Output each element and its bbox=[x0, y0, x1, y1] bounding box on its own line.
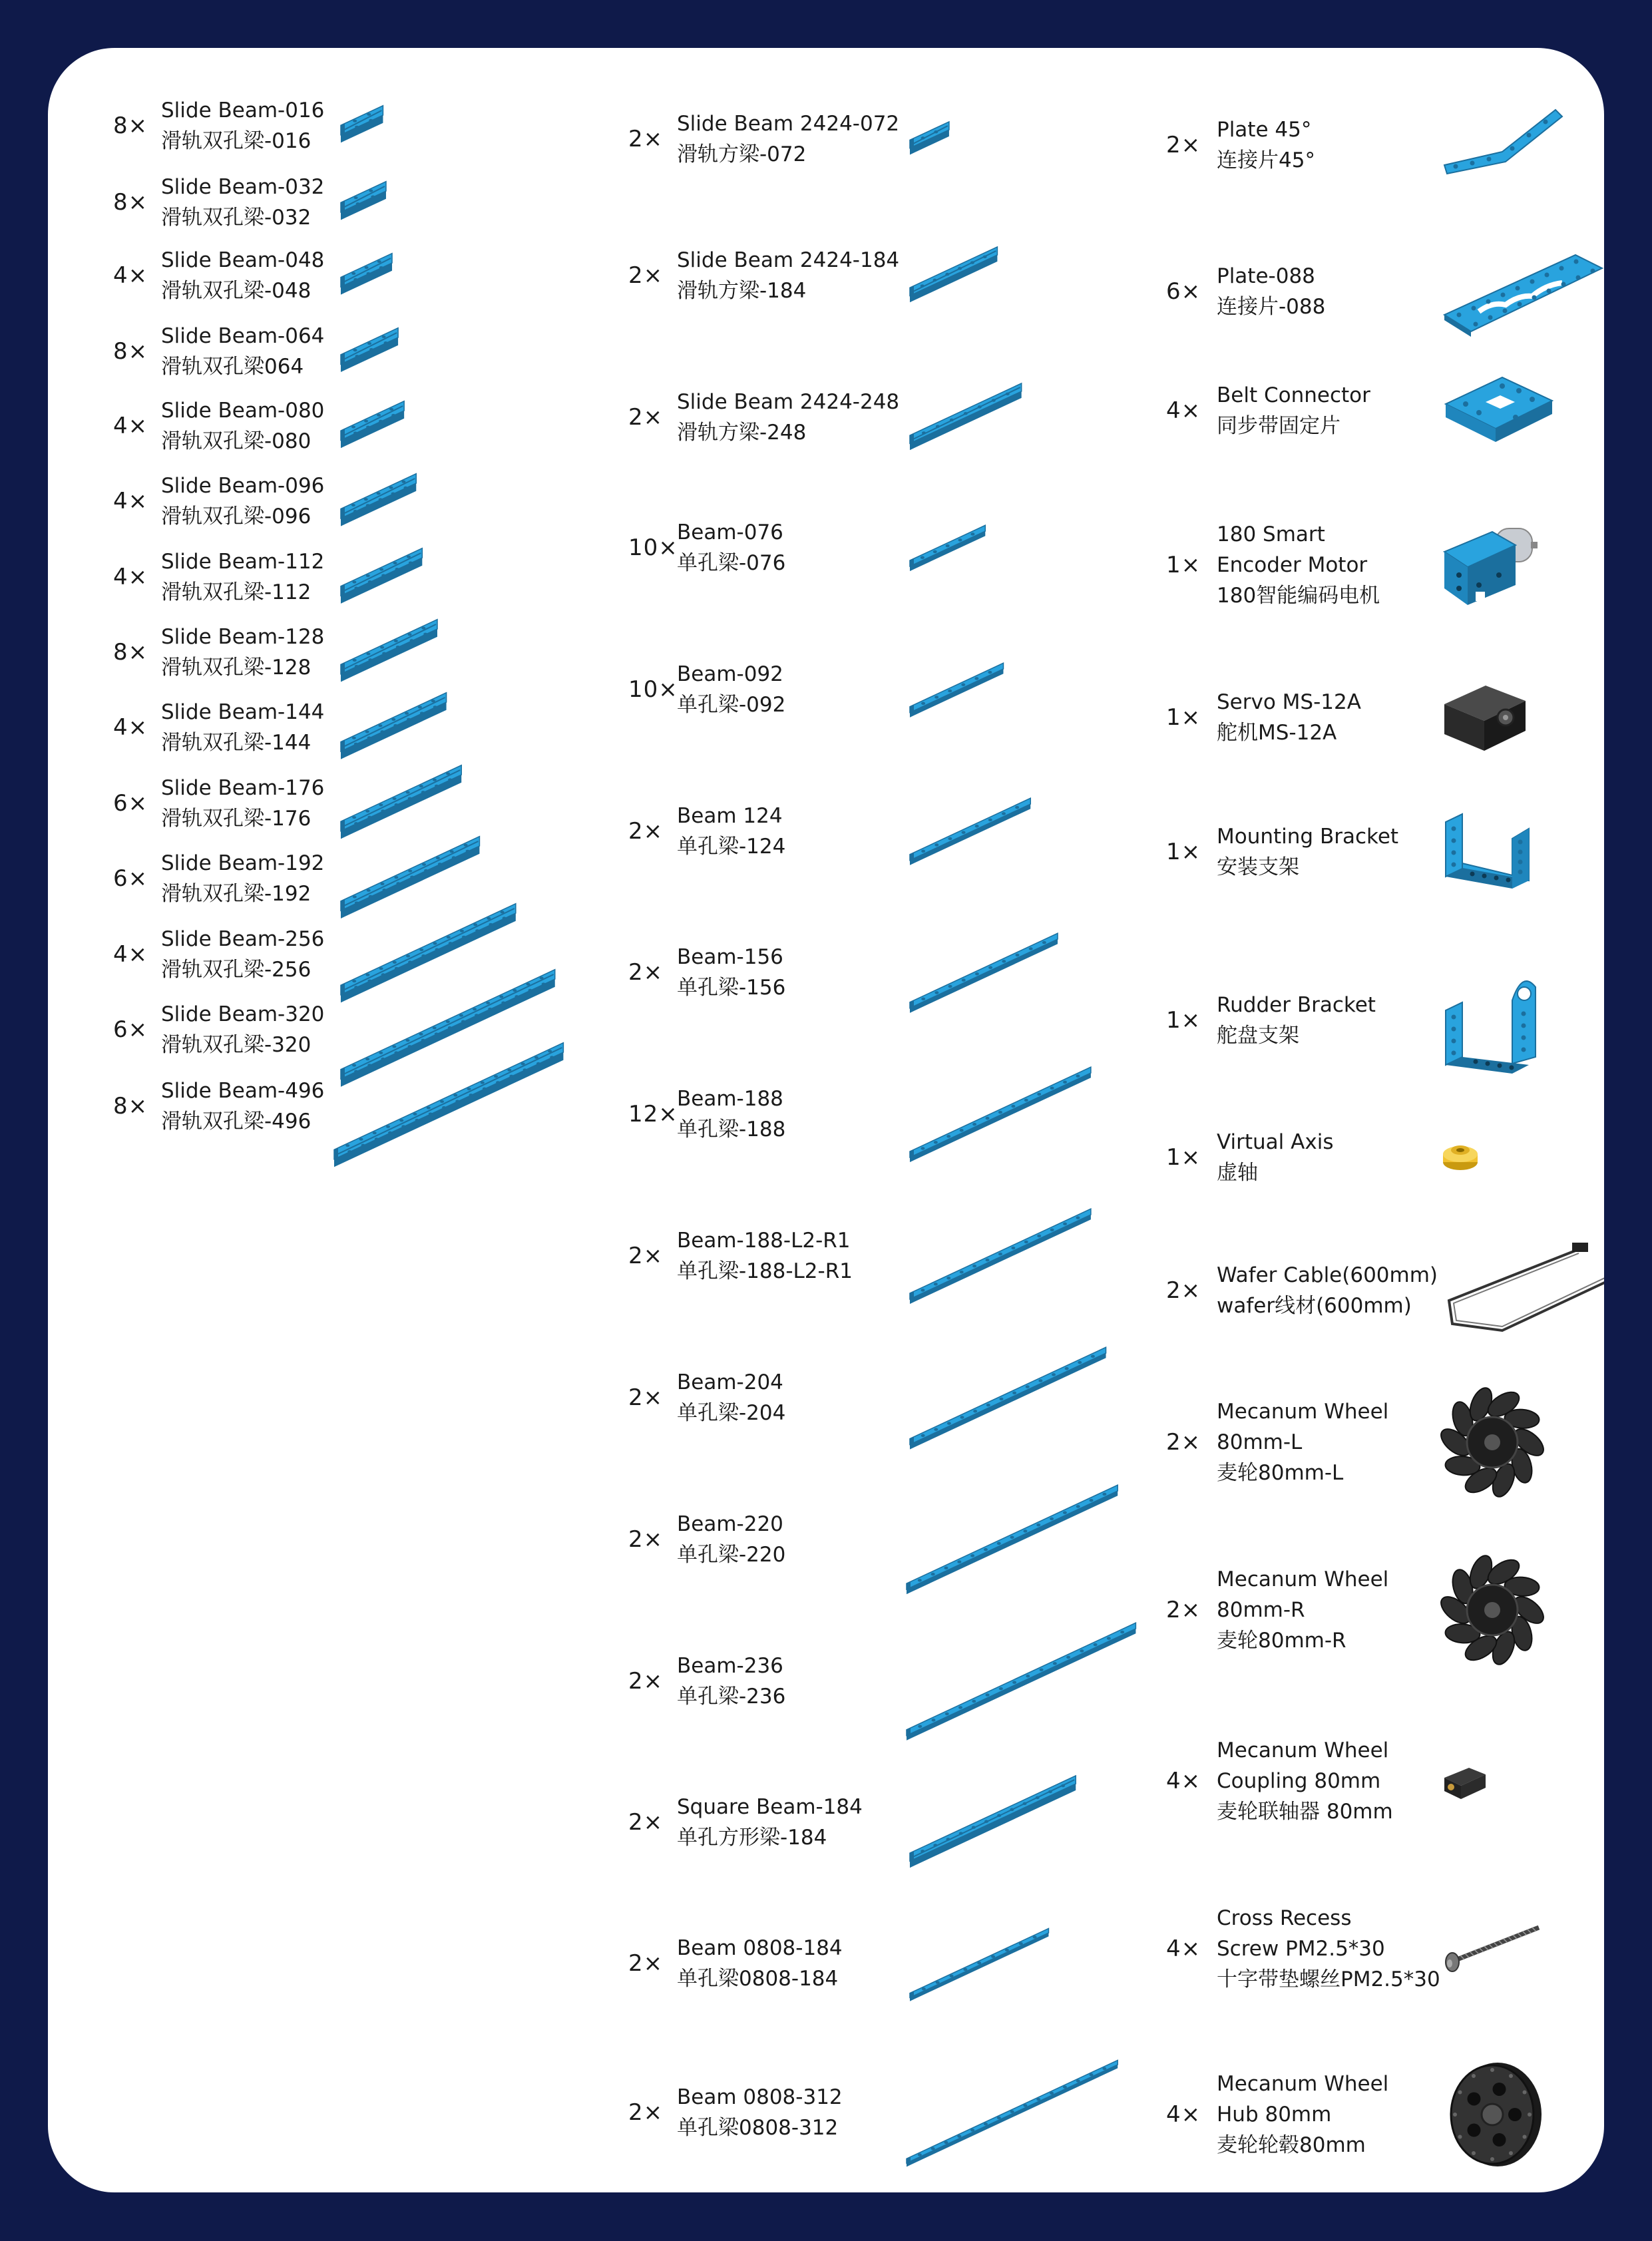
part-name bbox=[1217, 687, 1361, 748]
part-quantity: 2× bbox=[628, 404, 664, 431]
part-name-cn: 180智能编码电机 bbox=[1217, 584, 1380, 608]
part-name bbox=[677, 517, 785, 578]
beam-icon bbox=[903, 791, 1044, 872]
part-name-en: Slide Beam-032 bbox=[161, 175, 325, 199]
part-name bbox=[1217, 1260, 1438, 1321]
part-entry bbox=[1093, 1882, 1604, 2015]
part-entry bbox=[1093, 785, 1604, 918]
part-name-cn: 滑轨双孔梁-320 bbox=[161, 1033, 311, 1057]
part-quantity: 2× bbox=[628, 1668, 664, 1695]
part-entry bbox=[554, 73, 1093, 206]
part-name-en: Slide Beam-144 bbox=[161, 700, 325, 724]
part-entry bbox=[1093, 954, 1604, 1087]
part-name-en: Slide Beam-128 bbox=[161, 625, 325, 649]
part-entry bbox=[1093, 1543, 1604, 1677]
part-name bbox=[1217, 821, 1398, 883]
part-name-cn: 单孔梁0808-184 bbox=[677, 1967, 839, 1991]
part-name-en: Rudder Bracket bbox=[1217, 993, 1376, 1017]
part-name-en: Beam-076 bbox=[677, 520, 783, 544]
part-name-en: Mecanum Wheel bbox=[1217, 1738, 1389, 1762]
part-quantity: 6× bbox=[113, 865, 148, 892]
part-entry bbox=[1093, 79, 1604, 212]
part-quantity: 2× bbox=[628, 959, 664, 986]
part-name-cn: 单孔梁0808-312 bbox=[677, 2116, 839, 2140]
part-quantity: 4× bbox=[113, 941, 148, 968]
part-name-en: Plate 45° bbox=[1217, 118, 1312, 142]
screw-icon bbox=[1439, 1922, 1546, 1975]
part-name-cn: 麦轮联轴器 80mm bbox=[1217, 1800, 1393, 1824]
part-name-cn: 单孔梁-076 bbox=[677, 551, 786, 575]
part-name-en: Cross Recess bbox=[1217, 1906, 1352, 1930]
part-quantity: 2× bbox=[628, 126, 664, 152]
part-entry bbox=[1093, 1224, 1604, 1357]
part-name bbox=[677, 1225, 853, 1287]
part-quantity: 2× bbox=[628, 1809, 664, 1836]
part-name-en: 80mm-R bbox=[1217, 1598, 1305, 1622]
part-name-en: Coupling 80mm bbox=[1217, 1769, 1381, 1793]
part-quantity: 2× bbox=[628, 2099, 664, 2126]
part-quantity: 1× bbox=[1166, 704, 1201, 731]
part-quantity: 1× bbox=[1166, 839, 1201, 865]
part-name-cn: 滑轨双孔梁-128 bbox=[161, 656, 311, 680]
part-name bbox=[677, 108, 899, 170]
part-quantity: 8× bbox=[113, 338, 148, 365]
part-quantity: 2× bbox=[628, 1950, 664, 1977]
part-name-en: Slide Beam-080 bbox=[161, 399, 325, 423]
part-entry bbox=[554, 1331, 1093, 1464]
part-name-cn: 单孔梁-188-L2-R1 bbox=[677, 1259, 853, 1283]
part-name bbox=[677, 659, 785, 720]
part-name-en: Wafer Cable(600mm) bbox=[1217, 1263, 1438, 1287]
part-name bbox=[677, 2082, 843, 2143]
part-entry bbox=[554, 351, 1093, 484]
part-entry bbox=[554, 2046, 1093, 2179]
part-quantity: 4× bbox=[1166, 397, 1201, 424]
part-quantity: 8× bbox=[113, 112, 148, 139]
part-name bbox=[1217, 1396, 1388, 1488]
part-name-en: Virtual Axis bbox=[1217, 1130, 1334, 1154]
part-entry bbox=[554, 1189, 1093, 1323]
part-name-en: Mounting Bracket bbox=[1217, 825, 1399, 849]
part-quantity: 2× bbox=[1166, 1597, 1201, 1623]
part-name-en: Belt Connector bbox=[1217, 383, 1370, 407]
part-name-cn: 单孔梁-204 bbox=[677, 1401, 786, 1425]
mounting-bracket-icon bbox=[1439, 802, 1539, 902]
wafer-cable-icon bbox=[1439, 1237, 1604, 1344]
part-name-cn: 滑轨双孔梁064 bbox=[161, 355, 304, 379]
part-name-cn: 滑轨双孔梁-096 bbox=[161, 505, 311, 528]
part-name-en: Beam-188 bbox=[677, 1087, 783, 1111]
belt-connector-icon bbox=[1439, 367, 1559, 454]
part-name-en: Plate-088 bbox=[1217, 264, 1315, 288]
part-entry bbox=[554, 765, 1093, 898]
part-quantity: 2× bbox=[628, 262, 664, 289]
part-name bbox=[1217, 261, 1325, 322]
part-name bbox=[1217, 519, 1380, 611]
mecanum-wheel-icon bbox=[1439, 1553, 1552, 1667]
part-name-cn: 单孔梁-156 bbox=[677, 976, 786, 1000]
plate-45-icon bbox=[1439, 102, 1565, 188]
part-name-en: Beam-092 bbox=[677, 662, 783, 686]
part-name-cn: 滑轨双孔梁-080 bbox=[161, 429, 311, 453]
square-beam-icon bbox=[903, 116, 962, 161]
part-name-en: Slide Beam-256 bbox=[161, 927, 325, 951]
part-quantity: 2× bbox=[1166, 1277, 1201, 1304]
virtual-axis-icon bbox=[1439, 1134, 1486, 1181]
part-name bbox=[161, 1076, 324, 1137]
part-quantity: 8× bbox=[113, 189, 148, 216]
part-name-cn: 十字带垫螺丝PM2.5*30 bbox=[1217, 1967, 1440, 1991]
part-name-cn: 舵盘支架 bbox=[1217, 1024, 1299, 1048]
part-quantity: 2× bbox=[628, 818, 664, 845]
part-name-en: Slide Beam 2424-248 bbox=[677, 390, 900, 414]
part-quantity: 4× bbox=[1166, 1935, 1201, 1962]
part-quantity: 4× bbox=[1166, 1768, 1201, 1794]
wheel-hub-icon bbox=[1439, 2058, 1552, 2171]
part-name-en: Square Beam-184 bbox=[677, 1795, 863, 1819]
part-name-cn: 麦轮轮毂80mm bbox=[1217, 2133, 1366, 2157]
servo-icon bbox=[1439, 678, 1532, 757]
plate-icon bbox=[1439, 242, 1604, 341]
part-name bbox=[677, 801, 785, 862]
part-name-en: Slide Beam-016 bbox=[161, 99, 325, 122]
part-quantity: 4× bbox=[113, 262, 148, 289]
part-quantity: 10× bbox=[628, 676, 678, 703]
part-name-en: Slide Beam 2424-072 bbox=[677, 112, 900, 136]
part-name-en: Screw PM2.5*30 bbox=[1217, 1937, 1385, 1961]
part-name bbox=[1217, 380, 1370, 441]
part-name-en: Slide Beam-176 bbox=[161, 776, 325, 800]
encoder-motor-icon bbox=[1439, 515, 1552, 615]
part-quantity: 2× bbox=[628, 1384, 664, 1411]
beam-icon bbox=[903, 1340, 1120, 1456]
part-quantity: 6× bbox=[1166, 278, 1201, 305]
rudder-bracket-icon bbox=[1439, 964, 1546, 1077]
part-name-en: Beam-156 bbox=[677, 945, 783, 969]
slide-beam-icon bbox=[327, 1039, 576, 1173]
part-name-cn: 滑轨双孔梁-176 bbox=[161, 807, 311, 831]
part-name-cn: 滑轨方梁-248 bbox=[677, 421, 807, 445]
part-name-cn: 连接片45° bbox=[1217, 148, 1315, 172]
part-name-en: Slide Beam-048 bbox=[161, 248, 325, 272]
part-name bbox=[1217, 1564, 1388, 1656]
part-name bbox=[677, 1792, 863, 1853]
part-entry bbox=[1093, 2048, 1604, 2181]
part-name-cn: 滑轨方梁-184 bbox=[677, 279, 807, 303]
part-name-cn: 滑轨双孔梁-016 bbox=[161, 129, 311, 153]
part-entry bbox=[1093, 1091, 1604, 1224]
part-name bbox=[1217, 2069, 1388, 2160]
beam-icon bbox=[903, 518, 998, 578]
mecanum-wheel-icon bbox=[1439, 1386, 1552, 1499]
part-name-en: Mecanum Wheel bbox=[1217, 2072, 1389, 2096]
part-quantity: 2× bbox=[1166, 132, 1201, 158]
part-quantity: 12× bbox=[628, 1101, 678, 1127]
part-entry bbox=[554, 1615, 1093, 1748]
part-name-cn: 单孔梁-188 bbox=[677, 1118, 786, 1141]
parts-list-card bbox=[48, 48, 1604, 2192]
part-name-cn: 单孔梁-236 bbox=[677, 1685, 786, 1709]
part-entry bbox=[1093, 651, 1604, 784]
part-quantity: 4× bbox=[113, 564, 148, 590]
part-name-cn: 安装支架 bbox=[1217, 855, 1299, 879]
part-quantity: 10× bbox=[628, 534, 678, 561]
part-name bbox=[1217, 114, 1315, 176]
part-name-cn: 舵机MS-12A bbox=[1217, 721, 1337, 745]
part-name bbox=[1217, 990, 1376, 1051]
part-entry bbox=[554, 209, 1093, 342]
part-quantity: 1× bbox=[1166, 1144, 1201, 1171]
thin-beam-icon bbox=[903, 1920, 1062, 2008]
part-name-cn: 滑轨双孔梁-192 bbox=[161, 882, 311, 906]
square-beam-icon bbox=[903, 242, 1010, 309]
part-quantity: 8× bbox=[113, 1093, 148, 1120]
beam-icon bbox=[903, 1201, 1104, 1311]
part-quantity: 1× bbox=[1166, 552, 1201, 578]
part-quantity: 6× bbox=[113, 1016, 148, 1043]
part-name-en: Hub 80mm bbox=[1217, 2103, 1332, 2127]
part-entry bbox=[554, 1897, 1093, 2030]
part-name-en: Servo MS-12A bbox=[1217, 690, 1361, 714]
part-quantity: 4× bbox=[113, 488, 148, 514]
part-quantity: 4× bbox=[113, 714, 148, 741]
part-quantity: 2× bbox=[628, 1243, 664, 1269]
part-quantity: 6× bbox=[113, 790, 148, 817]
part-name-cn: 滑轨双孔梁-112 bbox=[161, 580, 311, 604]
part-name bbox=[1217, 1903, 1440, 1995]
part-name-en: Beam-204 bbox=[677, 1370, 783, 1394]
part-name-cn: 滑轨双孔梁-144 bbox=[161, 731, 311, 755]
part-quantity: 4× bbox=[113, 413, 148, 439]
part-name-en: Slide Beam-096 bbox=[161, 474, 325, 498]
part-name-cn: 连接片-088 bbox=[1217, 295, 1326, 319]
part-name-cn: wafer线材(600mm) bbox=[1217, 1294, 1412, 1318]
part-name-cn: 滑轨方梁-072 bbox=[677, 142, 807, 166]
part-quantity: 2× bbox=[628, 1526, 664, 1553]
part-name-cn: 滑轨双孔梁-048 bbox=[161, 279, 311, 303]
part-name-en: 180 Smart bbox=[1217, 522, 1325, 546]
part-name bbox=[677, 1933, 843, 1994]
part-quantity: 4× bbox=[1166, 2101, 1201, 2128]
part-name-en: Beam-220 bbox=[677, 1512, 783, 1536]
part-quantity: 1× bbox=[1166, 1007, 1201, 1034]
part-name bbox=[677, 1367, 785, 1428]
part-name bbox=[1217, 1735, 1393, 1827]
part-name-en: Beam-188-L2-R1 bbox=[677, 1229, 851, 1253]
part-name-cn: 单孔梁-124 bbox=[677, 835, 786, 859]
part-name-cn: 同步带固定片 bbox=[1217, 414, 1341, 438]
parts-column-3 bbox=[1093, 48, 1604, 2192]
part-quantity: 2× bbox=[1166, 1429, 1201, 1456]
part-name-cn: 麦轮80mm-R bbox=[1217, 1629, 1346, 1653]
square-beam-icon bbox=[903, 378, 1035, 457]
part-name-en: Slide Beam-496 bbox=[161, 1079, 325, 1103]
part-entry bbox=[554, 481, 1093, 614]
part-name-cn: 滑轨双孔梁-032 bbox=[161, 206, 311, 230]
part-entry bbox=[554, 906, 1093, 1039]
part-name-en: Mecanum Wheel bbox=[1217, 1400, 1389, 1424]
part-name-en: Slide Beam 2424-184 bbox=[677, 248, 900, 272]
part-entry bbox=[554, 623, 1093, 756]
part-name-en: Slide Beam-192 bbox=[161, 851, 325, 875]
part-entry bbox=[554, 1473, 1093, 1606]
part-name-cn: 虚轴 bbox=[1217, 1161, 1258, 1185]
part-name-cn: 滑轨双孔梁-496 bbox=[161, 1110, 311, 1133]
part-name-en: Slide Beam-064 bbox=[161, 324, 325, 348]
part-name-en: Beam-236 bbox=[677, 1654, 783, 1678]
part-name-cn: 单孔方形梁-184 bbox=[677, 1826, 827, 1850]
parts-column-2 bbox=[554, 48, 1093, 2192]
part-name-en: Beam 124 bbox=[677, 804, 783, 828]
part-name bbox=[677, 245, 899, 306]
square-beam-icon bbox=[903, 1770, 1089, 1874]
beam-icon bbox=[903, 1060, 1104, 1169]
part-name bbox=[677, 1509, 785, 1570]
part-name-en: Mecanum Wheel bbox=[1217, 1567, 1389, 1591]
part-name-en: Beam 0808-184 bbox=[677, 1936, 843, 1960]
part-quantity: 8× bbox=[113, 639, 148, 666]
part-entry bbox=[1093, 225, 1604, 358]
part-name-en: Slide Beam-320 bbox=[161, 1002, 325, 1026]
part-entry bbox=[1093, 1715, 1604, 1848]
part-entry bbox=[1093, 1376, 1604, 1509]
part-name-en: Slide Beam-112 bbox=[161, 550, 325, 574]
part-entry bbox=[48, 1040, 554, 1173]
part-entry bbox=[554, 1048, 1093, 1181]
coupling-icon bbox=[1439, 1758, 1492, 1804]
part-name-cn: 滑轨双孔梁-256 bbox=[161, 958, 311, 982]
part-name-cn: 麦轮80mm-L bbox=[1217, 1461, 1344, 1485]
part-name bbox=[677, 387, 899, 448]
part-name-cn: 单孔梁-220 bbox=[677, 1543, 786, 1567]
part-entry bbox=[1093, 344, 1604, 477]
parts-column-1 bbox=[48, 48, 554, 2192]
part-name-en: 80mm-L bbox=[1217, 1430, 1303, 1454]
part-entry bbox=[1093, 499, 1604, 632]
beam-icon bbox=[903, 926, 1071, 1020]
part-name bbox=[677, 942, 785, 1003]
part-name bbox=[1217, 1127, 1333, 1188]
part-entry bbox=[554, 1756, 1093, 1889]
part-name-en: Beam 0808-312 bbox=[677, 2085, 843, 2109]
part-name-en: Encoder Motor bbox=[1217, 553, 1368, 577]
beam-icon bbox=[903, 656, 1016, 724]
part-name bbox=[677, 1084, 785, 1145]
part-name-cn: 单孔梁-092 bbox=[677, 693, 786, 717]
part-name bbox=[677, 1651, 785, 1712]
